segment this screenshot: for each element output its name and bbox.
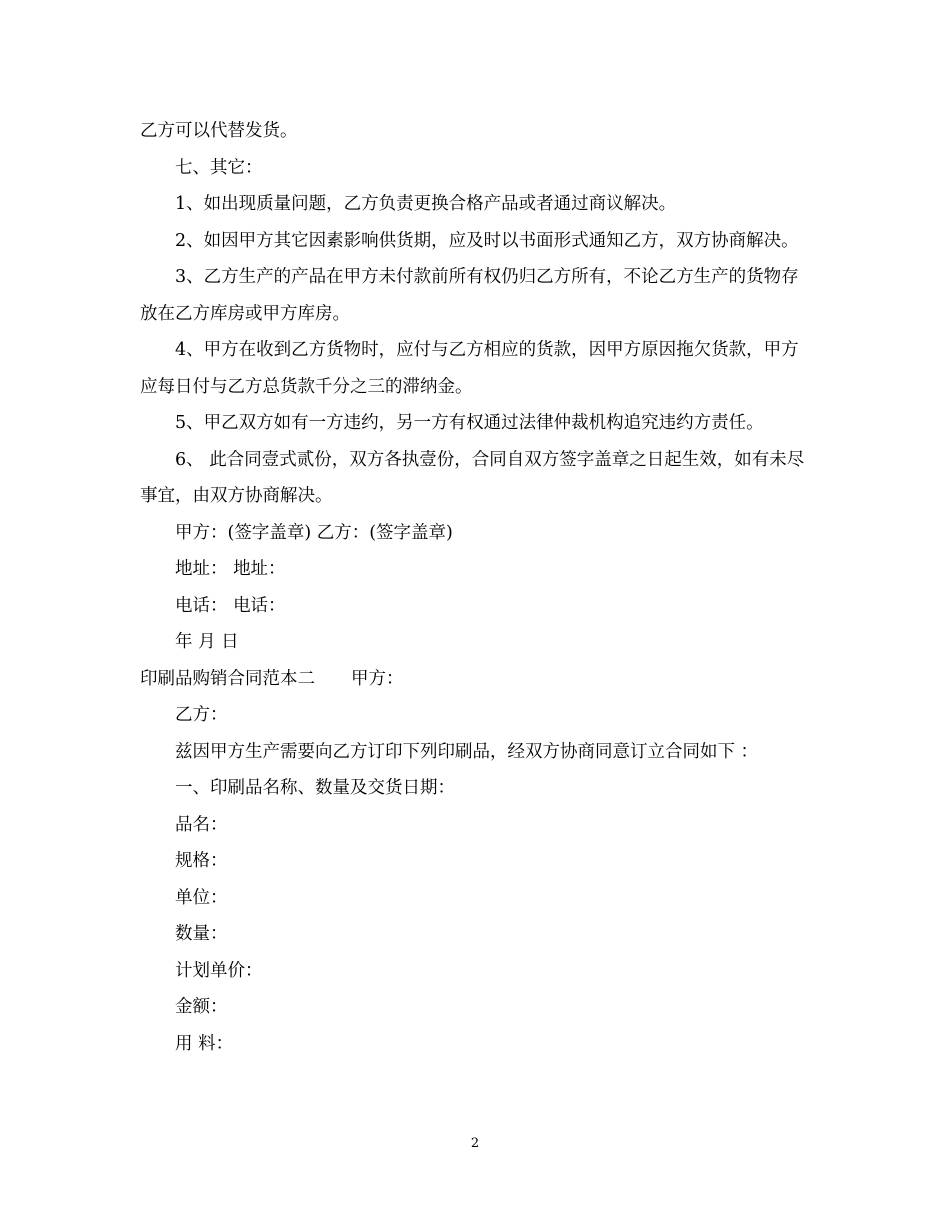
date-line: 年 月 日 — [175, 632, 239, 652]
field-specification: 规格： — [175, 851, 228, 871]
clause-4: 4、甲方在收到乙方货物时，应付与乙方相应的货款，因甲方原因拖欠货款，甲方应每日付与乙方总货款千分之三的滞纳金。 — [140, 340, 799, 397]
contract2-party-b: 乙方： — [175, 705, 228, 725]
contract2-title-line — [140, 661, 810, 698]
field-material: 用 料： — [175, 1033, 234, 1054]
paragraph-delivery-note: 乙方可以代替发货。 — [140, 121, 298, 141]
contract2-section-1: 一、印刷品名称、数量及交货日期： — [175, 778, 455, 798]
contract2-title: 印刷品购销合同范本二 — [140, 668, 315, 689]
signature-line: 甲方：(签字盖章) 乙方：(签字盖章) — [175, 522, 453, 543]
clause-5: 5、甲乙双方如有一方违约，另一方有权通过法律仲裁机构追究违约方责任。 — [175, 413, 764, 433]
clause-3: 3、乙方生产的产品在甲方未付款前所有权仍归乙方所有，不论乙方生产的货物存放在乙方库房或甲方库房。 — [140, 267, 799, 324]
document-body — [140, 113, 810, 1062]
field-unit: 单位： — [175, 887, 228, 908]
address-line: 地址： 地址： — [175, 559, 286, 579]
clause-1: 1、如出现质量问题，乙方负责更换合格产品或者通过商议解决。 — [175, 194, 677, 214]
clause-2: 2、如因甲方其它因素影响供货期，应及时以书面形式通知乙方，双方协商解决。 — [175, 230, 799, 251]
phone-line: 电话： 电话： — [175, 595, 286, 616]
field-unit-price: 计划单价： — [175, 960, 263, 981]
field-quantity: 数量： — [175, 924, 228, 944]
clause-6: 6、 此合同壹式贰份，双方各执壹份，合同自双方签字盖章之日起生效，如有未尽事宜，由双方协商解决。 — [140, 449, 805, 506]
section-heading-other: 七、其它： — [175, 157, 263, 178]
contract2-preamble: 兹因甲方生产需要向乙方订印下列印刷品，经双方协商同意订立合同如下 ： — [175, 741, 759, 762]
field-amount: 金额： — [175, 997, 228, 1017]
page-number: 2 — [470, 1136, 480, 1151]
field-product-name: 品名： — [175, 814, 228, 835]
contract2-party-a: 甲方： — [351, 668, 404, 689]
